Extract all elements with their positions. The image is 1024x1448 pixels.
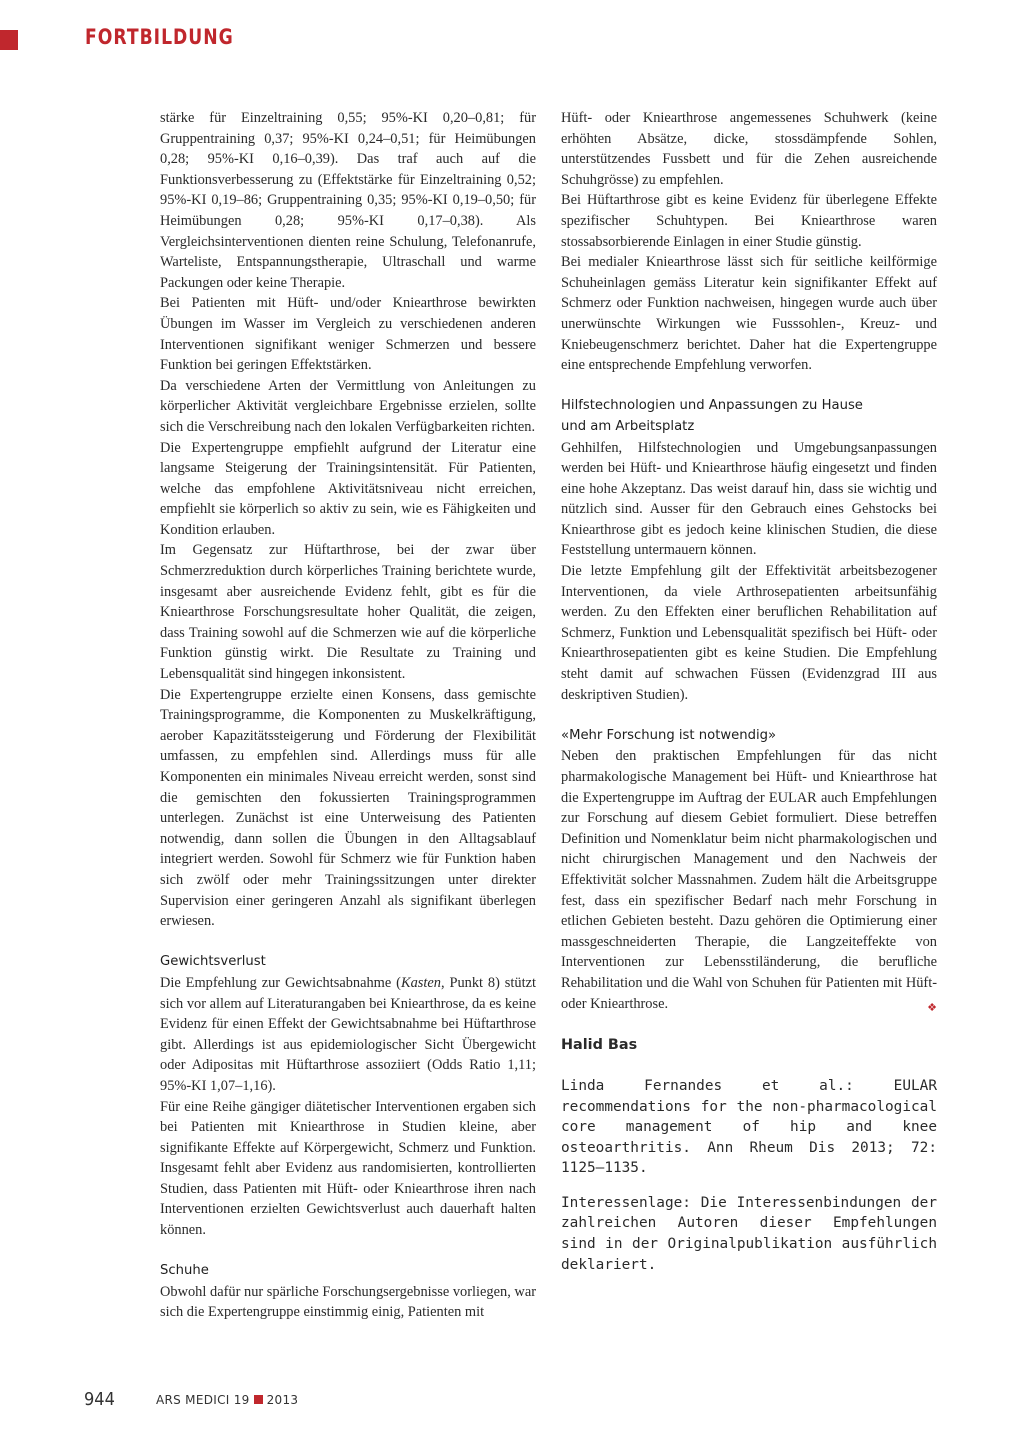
paragraph: Die Expertengruppe erzielte einen Konsens, dass gemischte Trainingsprogramme, die Komponenten zu Muskelkräftigung, aerober Kapazitätssteigerung und Förderung der Flexibilität umfassen, zu empfehlen sind. Allerdings muss für alle Komponenten ein minimales Niveau erreicht werden, sonst sind die gemischten den fokussierten Trainingsprogrammen unterlegen. Zunächst ist eine Unterweisung des Patienten notwendig, dann sollen die Übungen in den Alltagsablauf integriert werden. Sowohl für Schmerz wie für Funktion haben sich zwölf oder mehr Trainingssitzungen unter direkter Supervision einer geringeren Anzahl als signifikant überlegen erwiesen. [160,686,536,930]
author-name: Halid Bas [561,1036,638,1053]
paragraph: Hüft- oder Kniearthrose angemessenes Schuhwerk (keine erhöhten Absätze, dicke, stossdämpfende Sohlen, unterstützendes Fussbett und für die Zehen ausreichende Schuhgrösse) zu empfehlen. [561,110,937,188]
paragraph: Im Gegensatz zur Hüftarthrose, bei der zwar über Schmerzreduktion durch körperliches Training berichtete wurde, insgesamt aber ausreichende Evidenz fehlt, gibt es für die Kniearthrose Forschungsresultate hoher Qualität, die zeigen, dass Training sowohl auf die Schmerzen wie auf die körperliche Funktion günstig wirkt. Die Resultate zu Training und Lebensqualität sind hingegen inkonsistent. [160,542,536,683]
page-number: 944 [84,1389,115,1410]
paragraph: Bei Hüftarthrose gibt es keine Evidenz für überlegene Effekte spezifischer Schuhtypen. Bei Kniearthrose waren stossabsorbierende Einlagen in einer Studie günstig. [561,192,937,250]
paragraph: stärke für Einzeltraining 0,55; 95%-KI 0,20–0,81; für Gruppentraining 0,37; 95%-KI 0,24–0,51; für Heimübungen 0,28; 95%-KI 0,16–0,39). Das traf auch auf die Funktionsverbesserung zu (Effektstärke für Einzeltraining 0,52; 95%-KI 0,19–86; Gruppentraining 0,35; 95%-KI 0,19–0,50; für Heimübungen 0,28; 95%-KI 0,17–0,38). Als Vergleichsinterventionen dienten reine Schulung, Telefonanrufe, Warteliste, Entspannungstherapie, Ultraschall und warme Packungen oder keine Therapie. [160,110,536,291]
paragraph: Die letzte Empfehlung gilt der Effektivität arbeitsbezogener Interventionen, da viele Arthrosepatienten arbeitsunfähig werden. Zu den Effekten einer beruflichen Rehabilitation auf Schmerz, Funktion und Lebensqualität spezifisch bei Hüft- oder Kniearthrosepatienten gibt es keine Studien. Die Empfehlung steht damit auf schwachen Füssen (Evidenzgrad III aus deskriptiven Studien). [561,563,937,703]
paragraph: Bei medialer Kniearthrose lässt sich für seitliche keilförmige Schuheinlagen gemäss Literatur kein signifikanter Effekt auf Schmerz oder Funktion nachweisen, hingegen wurde auch über unerwünschte Wirkungen wie Fusssohlen-, Kreuz- und Kniebeugenschmerz berichtet. Daher hat die Expertengruppe eine entsprechende Empfehlung verworfen. [561,254,937,374]
left-column [160,108,536,1323]
section-title: FORTBILDUNG [85,25,234,49]
section-marker-block [0,30,18,50]
journal-name: ARS MEDICI 19 [156,1393,250,1407]
paragraph: Für eine Reihe gängiger diätetischer Interventionen ergaben sich bei Patienten mit Kniearthrose in Studien kleine, aber signifikante Effekte auf Körpergewicht, Schmerz und Funktion. Insgesamt fehlt aber Evidenz aus randomisierten, kontrollierten Studien, dass Patienten mit Hüft- oder Kniearthrose ihren nach Interventionen erzielten Gewichtsverlust auch dauerhaft halten können. [160,1098,536,1239]
heading-weight-loss: Gewichtsverlust [160,954,266,970]
journal-info [156,1393,298,1407]
paragraph: Die Expertengruppe empfiehlt aufgrund der Literatur eine langsame Steigerung der Trainingsintensität. Für Patienten, welche das empfohlene Aktivitätsniveau nicht erreichen, empfiehlt sie körperlich so aktiv zu sein, wie es Fähigkeiten und Kondition erlauben. [160,439,536,538]
journal-year: 2013 [266,1393,299,1407]
paragraph: Neben den praktischen Empfehlungen für das nicht pharmakologische Management bei Hüft- und Kniearthrose hat die Expertengruppe im Auftrag der EULAR auch Empfehlungen zur Forschung auf diesem Gebiet formuliert. Diese betreffen Definition und Nomenklatur beim nicht pharmakologischen und nicht chirurgischen Management und den Nachweis der Effektivität solcher Massnahmen. Zudem hält die Arbeitsgruppe fest, dass ein spezifischer Bedarf nach mehr Forschung in etlichen Gebieten besteht. Dazu gehören die Optimierung einer massgeschneiderten Therapie, die Langzeiteffekte von Interventionen zur Lebensstiländerung, die berufliche Rehabilitation und die Wahl von Schuhen für Patienten mit Hüft- oder Kniearthrose. ❖ [561,746,937,1014]
end-of-article-icon: ❖ [927,1001,937,1014]
kasten-reference: Kasten [400,974,441,991]
paragraph: Da verschiedene Arten der Vermittlung von Anleitungen zu körperlicher Aktivität vergleichbare Ergebnisse erzielen, sollte sich die Verschreibung nach den lokalen Verfügbarkeiten richten. [160,377,536,435]
square-separator-icon [254,1395,263,1404]
paragraph: Die Empfehlung zur Gewichtsabnahme (Kasten, Punkt 8) stützt sich vor allem auf Literaturangaben bei Kniearthrose, da es keine Evidenz für einen Effekt der Gewichtsabnahme bei Hüftarthrose gibt. Allerdings ist aus epidemiologischer Sicht Übergewicht oder Adipositas mit Hüftarthrose assoziiert (Odds Ratio 1,11; 95%-KI 1,07–1,16). [160,974,536,1094]
heading-shoes: Schuhe [160,1263,209,1279]
paragraph: Gehhilfen, Hilfstechnologien und Umgebungsanpassungen werden bei Hüft- und Kniearthrose häufig eingesetzt und finden eine hohe Akzeptanz. Das weist darauf hin, dass sie wichtig und nützlich sind. Ausser für den Gebrauch eines Gehstocks bei Kniearthrose gibt es jedoch keine klinischen Studien, die diese Feststellung untermauern können. [561,439,937,559]
conflict-of-interest-note: Interessenlage: Die Interessenbindungen der zahlreichen Autoren dieser Empfehlungen sind in der Originalpublikation ausführlich deklariert. [561,1194,937,1273]
paragraph: Obwohl dafür nur spärliche Forschungsergebnisse vorliegen, war sich die Expertengruppe einstimmig einig, Patienten mit [160,1283,536,1321]
right-column [561,108,937,1275]
reference: Linda Fernandes et al.: EULAR recommendations for the non-pharmacological core management of hip and knee osteoarthritis. Ann Rheum Dis 2013; 72: 1125–1135. [561,1077,937,1177]
heading-assistive-tech: Hilfstechnologien und Anpassungen zu Hause und am Arbeitsplatz [561,398,863,434]
paragraph: Bei Patienten mit Hüft- und/oder Kniearthrose bewirkten Übungen im Wasser im Vergleich zu verschiedenen anderen Interventionen signifikant weniger Schmerzen und bessere Funktion bei geringen Effektstärken. [160,295,536,374]
heading-more-research: «Mehr Forschung ist notwendig» [561,727,777,743]
